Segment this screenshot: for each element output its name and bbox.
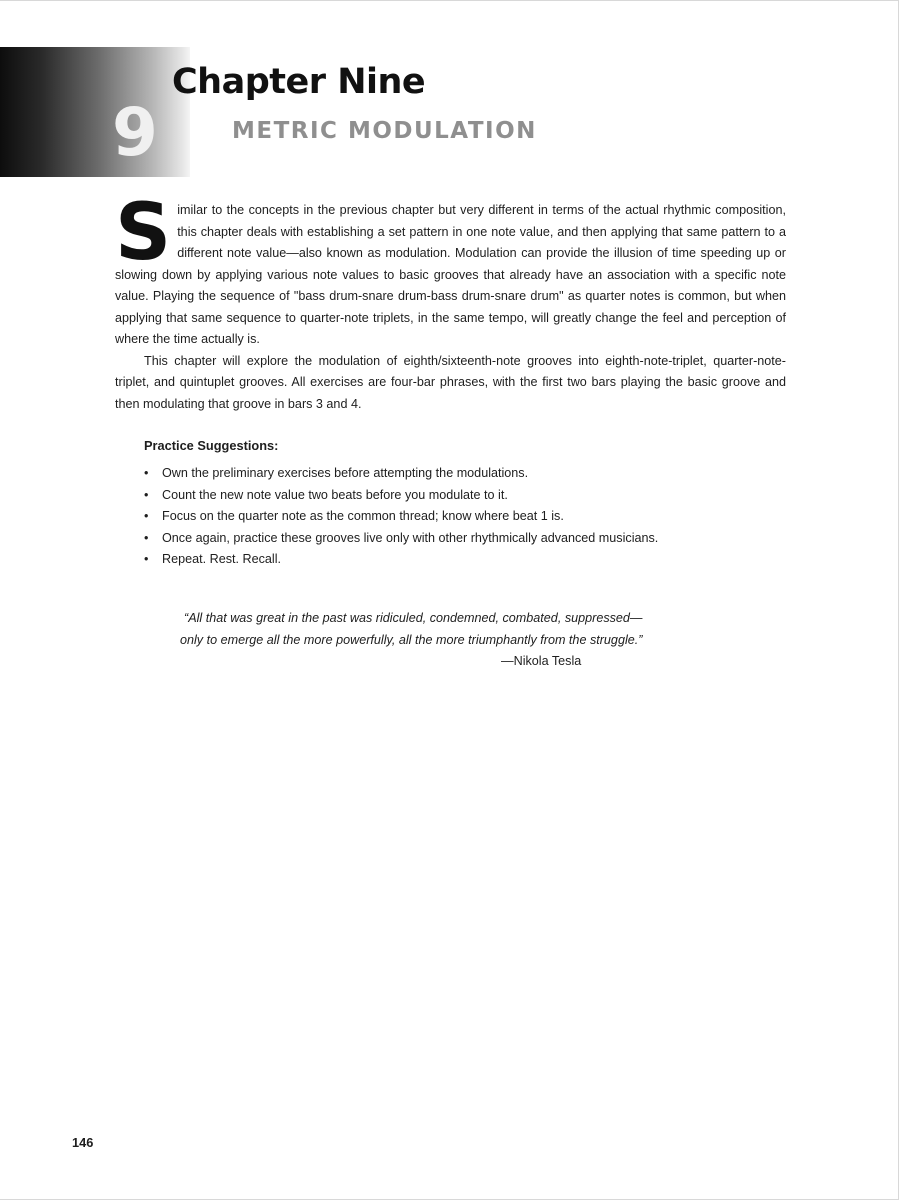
list-item: [144, 549, 794, 571]
bullet-icon: •: [144, 487, 149, 502]
chapter-subtitle: METRIC MODULATION: [232, 118, 537, 144]
list-item: [144, 485, 794, 507]
list-item-text: Own the preliminary exercises before attempting the modulations.: [162, 466, 529, 480]
bullet-icon: •: [144, 509, 149, 523]
page-number: 146: [72, 1135, 94, 1150]
second-paragraph: This chapter will explore the modulation of eighth/sixteenth-note grooves into eighth-note-triplet, quarter-note-triplet, and quintuplet grooves. All exercises are four-bar phrases, with the first two bars playing the basic groove and then modulating that groove in bars 3 and 4.: [115, 353, 786, 411]
chapter-title: Chapter Nine: [172, 62, 426, 102]
quote-block: [180, 608, 725, 673]
bullet-icon: •: [144, 530, 149, 545]
body-text: [115, 188, 786, 415]
quote-author: —Nikola Tesla: [501, 654, 582, 668]
chapter-number: 9: [112, 94, 158, 171]
intro-paragraph: [115, 188, 786, 351]
quote-line-1: “All that was great in the past was ridiculed, condemned, combated, suppressed—: [184, 611, 643, 625]
bullet-icon: •: [144, 466, 149, 480]
drop-cap: S: [115, 188, 172, 278]
list-item-text: Focus on the quarter note as the common thread; know where beat 1 is.: [162, 509, 564, 523]
list-item: [144, 506, 794, 528]
intro-paragraph-text: imilar to the concepts in the previous chapter but very different in terms of the actual rhythmic composition, this chapter deals with establishing a set pattern in one note value, and then applying that same pattern to a different note value—also known as modulation. Modulation can provide the illusion of time speeding up or slowing down by applying various note values to basic grooves that already have an association with a specific note value. Playing the sequence of "bass drum-snare drum-bass drum-snare drum" as quarter notes is common, but when applying that same sequence to quarter-note triplets, in the same tempo, will greatly change the feel and perception of where the time actually is.: [115, 203, 786, 346]
list-item-text: Count the new note value two beats before you modulate to it.: [162, 487, 508, 502]
list-item: [144, 463, 794, 485]
practice-suggestions: [144, 437, 794, 571]
list-item-text: Repeat. Rest. Recall.: [162, 552, 281, 566]
chapter-gradient-block: [0, 47, 190, 177]
practice-suggestions-list: [144, 463, 794, 571]
practice-suggestions-heading: Practice Suggestions:: [144, 438, 279, 453]
bullet-icon: •: [144, 552, 149, 566]
list-item-text: Once again, practice these grooves live only with other rhythmically advanced musicians.: [162, 530, 659, 545]
quote-line-2: only to emerge all the more powerfully, all the more triumphantly from the struggle.”: [180, 632, 643, 647]
list-item: [144, 528, 794, 550]
